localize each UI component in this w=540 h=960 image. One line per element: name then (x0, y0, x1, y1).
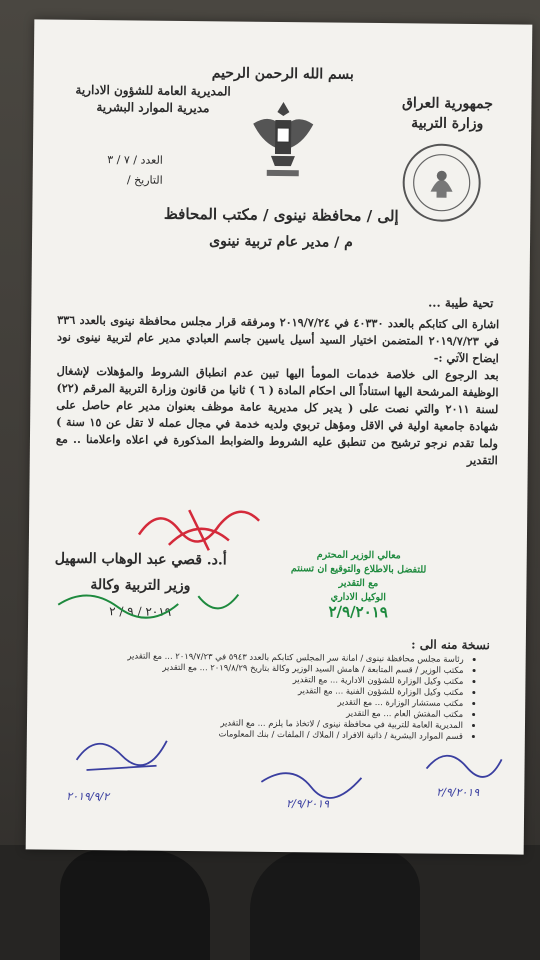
body-paragraph: اشارة الى كتابكم بالعدد ٤٠٣٣٠ في ٢٠١٩/٧/٢٤ ومرفقه قرار مجلس محافظة نينوى بالعدد ٣٣٦ في ٢٠١٩/٧/٢٣ المتضمن اختيار السيد أسيل ياسين جاسم العبادي مدير عام لتربية نينوى نود ايضاح الآتي :- (56, 312, 500, 366)
handwritten-date-left: ٢٠١٩/٩/٢ (66, 789, 110, 804)
copies-list (33, 649, 476, 742)
signature-date: ٢٠١٩ / ٩ / ٢ (109, 604, 172, 619)
header-right (387, 93, 507, 134)
addressee-to: إلى / محافظة نينوى / مكتب المحافظ (163, 204, 399, 226)
green-note-date: ٢/٩/٢٠١٩ (328, 602, 388, 622)
subject-line: م / مدير عام تربية نينوى (209, 233, 353, 251)
reference-block (63, 150, 163, 191)
list-item: • مكتب الوزير / قسم المتابعة / هامش السيد الوزير وكالة بتاريخ ٢٠١٩/٨/٢٩ ... مع التقدير (34, 660, 464, 676)
list-item: • مكتب وكيل الوزارة للشؤون الفنية ... مع التقدير (33, 682, 463, 698)
official-letter (26, 19, 533, 854)
green-note-line: مع التقدير (338, 577, 379, 590)
handwritten-date-middle: ٢/٩/٢٠١٩ (286, 797, 330, 811)
minister-name: أ.د. قصي عبد الوهاب السهيل (54, 550, 227, 569)
basmala: بسم الله الرحمن الرحيم (211, 65, 354, 83)
green-note-line: معالي الوزير المحترم (316, 549, 401, 562)
shoe-right (250, 850, 420, 960)
minister-signature-block (40, 546, 241, 626)
ministry-name: وزارة التربية (411, 115, 484, 133)
letter-body (56, 312, 500, 470)
reference-number: العدد / ٧ / ٣ (107, 153, 163, 167)
list-item: • مكتب المفتش العام ... مع التقدير (33, 704, 463, 720)
country-name: جمهورية العراق (401, 95, 494, 113)
copies-title: نسخة منه الى : (411, 637, 490, 653)
green-note-line: للتفضل بالاطلاع والتوقيع ان تسنتم (290, 563, 427, 576)
minister-title: وزير التربية وكالة (90, 577, 191, 595)
department-name: مديرية الموارد البشرية (96, 100, 210, 116)
directorate-name: المديرية العامة للشؤون الادارية (75, 82, 231, 99)
list-item: • المديرية العامة للتربية في محافظة نينوى / لاتخاذ ما يلزم ... مع التقدير (33, 715, 463, 731)
green-note-line: الوكيل الاداري (330, 591, 387, 604)
list-item: • قسم الموارد البشرية / ذاتية الافراد / الملاك / الملفات / بنك المعلومات (33, 726, 463, 742)
greeting: تحية طيبة ... (428, 295, 494, 311)
blue-signature-right (416, 738, 507, 789)
handwritten-date-right: ٢/٩/٢٠١٩ (436, 785, 480, 800)
green-handwritten-note (278, 548, 439, 620)
list-item: • مكتب مستشار الوزارة ... مع التقدير (33, 693, 463, 709)
body-paragraph: بعد الرجوع الى خلاصة خدمات المومأ اليها تبين عدم انطباق الشروط والمؤهلات لإشغال الوظيفة المرشحة اليها استناداً الى احكام المادة ( ٦ ) ثانيا من قانون وزارة التربية المرقم (٢٢) لسنة ٢٠١١ والتي نصت على ( يدير كل مديرية عامة موظف بعنوان مدير عام حاصل على شهادة جامعية اولية في الاقل ومؤهل تربوي ولديه خدمة في مجال عمله لا تقل عن ١٥ سنة ) ولما تقدم نرجو ترشيح من تنطبق عليه الشروط والضوابط المذكورة في اعلاه واعلامنا .. مع التقدير (55, 363, 499, 468)
header-left (55, 82, 250, 118)
reference-date: التاريخ / (126, 173, 163, 187)
list-item: • رئاسة مجلس محافظة نينوى / امانة سر المجلس كتابكم بالعدد ٥٩٤٣ في ٢٠١٩/٧/٢٣ ... مع التقدير (34, 649, 464, 665)
iraq-eagle-emblem-icon (243, 94, 324, 185)
list-item: • مكتب وكيل الوزارة للشؤون الادارية ... مع التقدير (33, 671, 463, 687)
shoe-left (60, 850, 210, 960)
